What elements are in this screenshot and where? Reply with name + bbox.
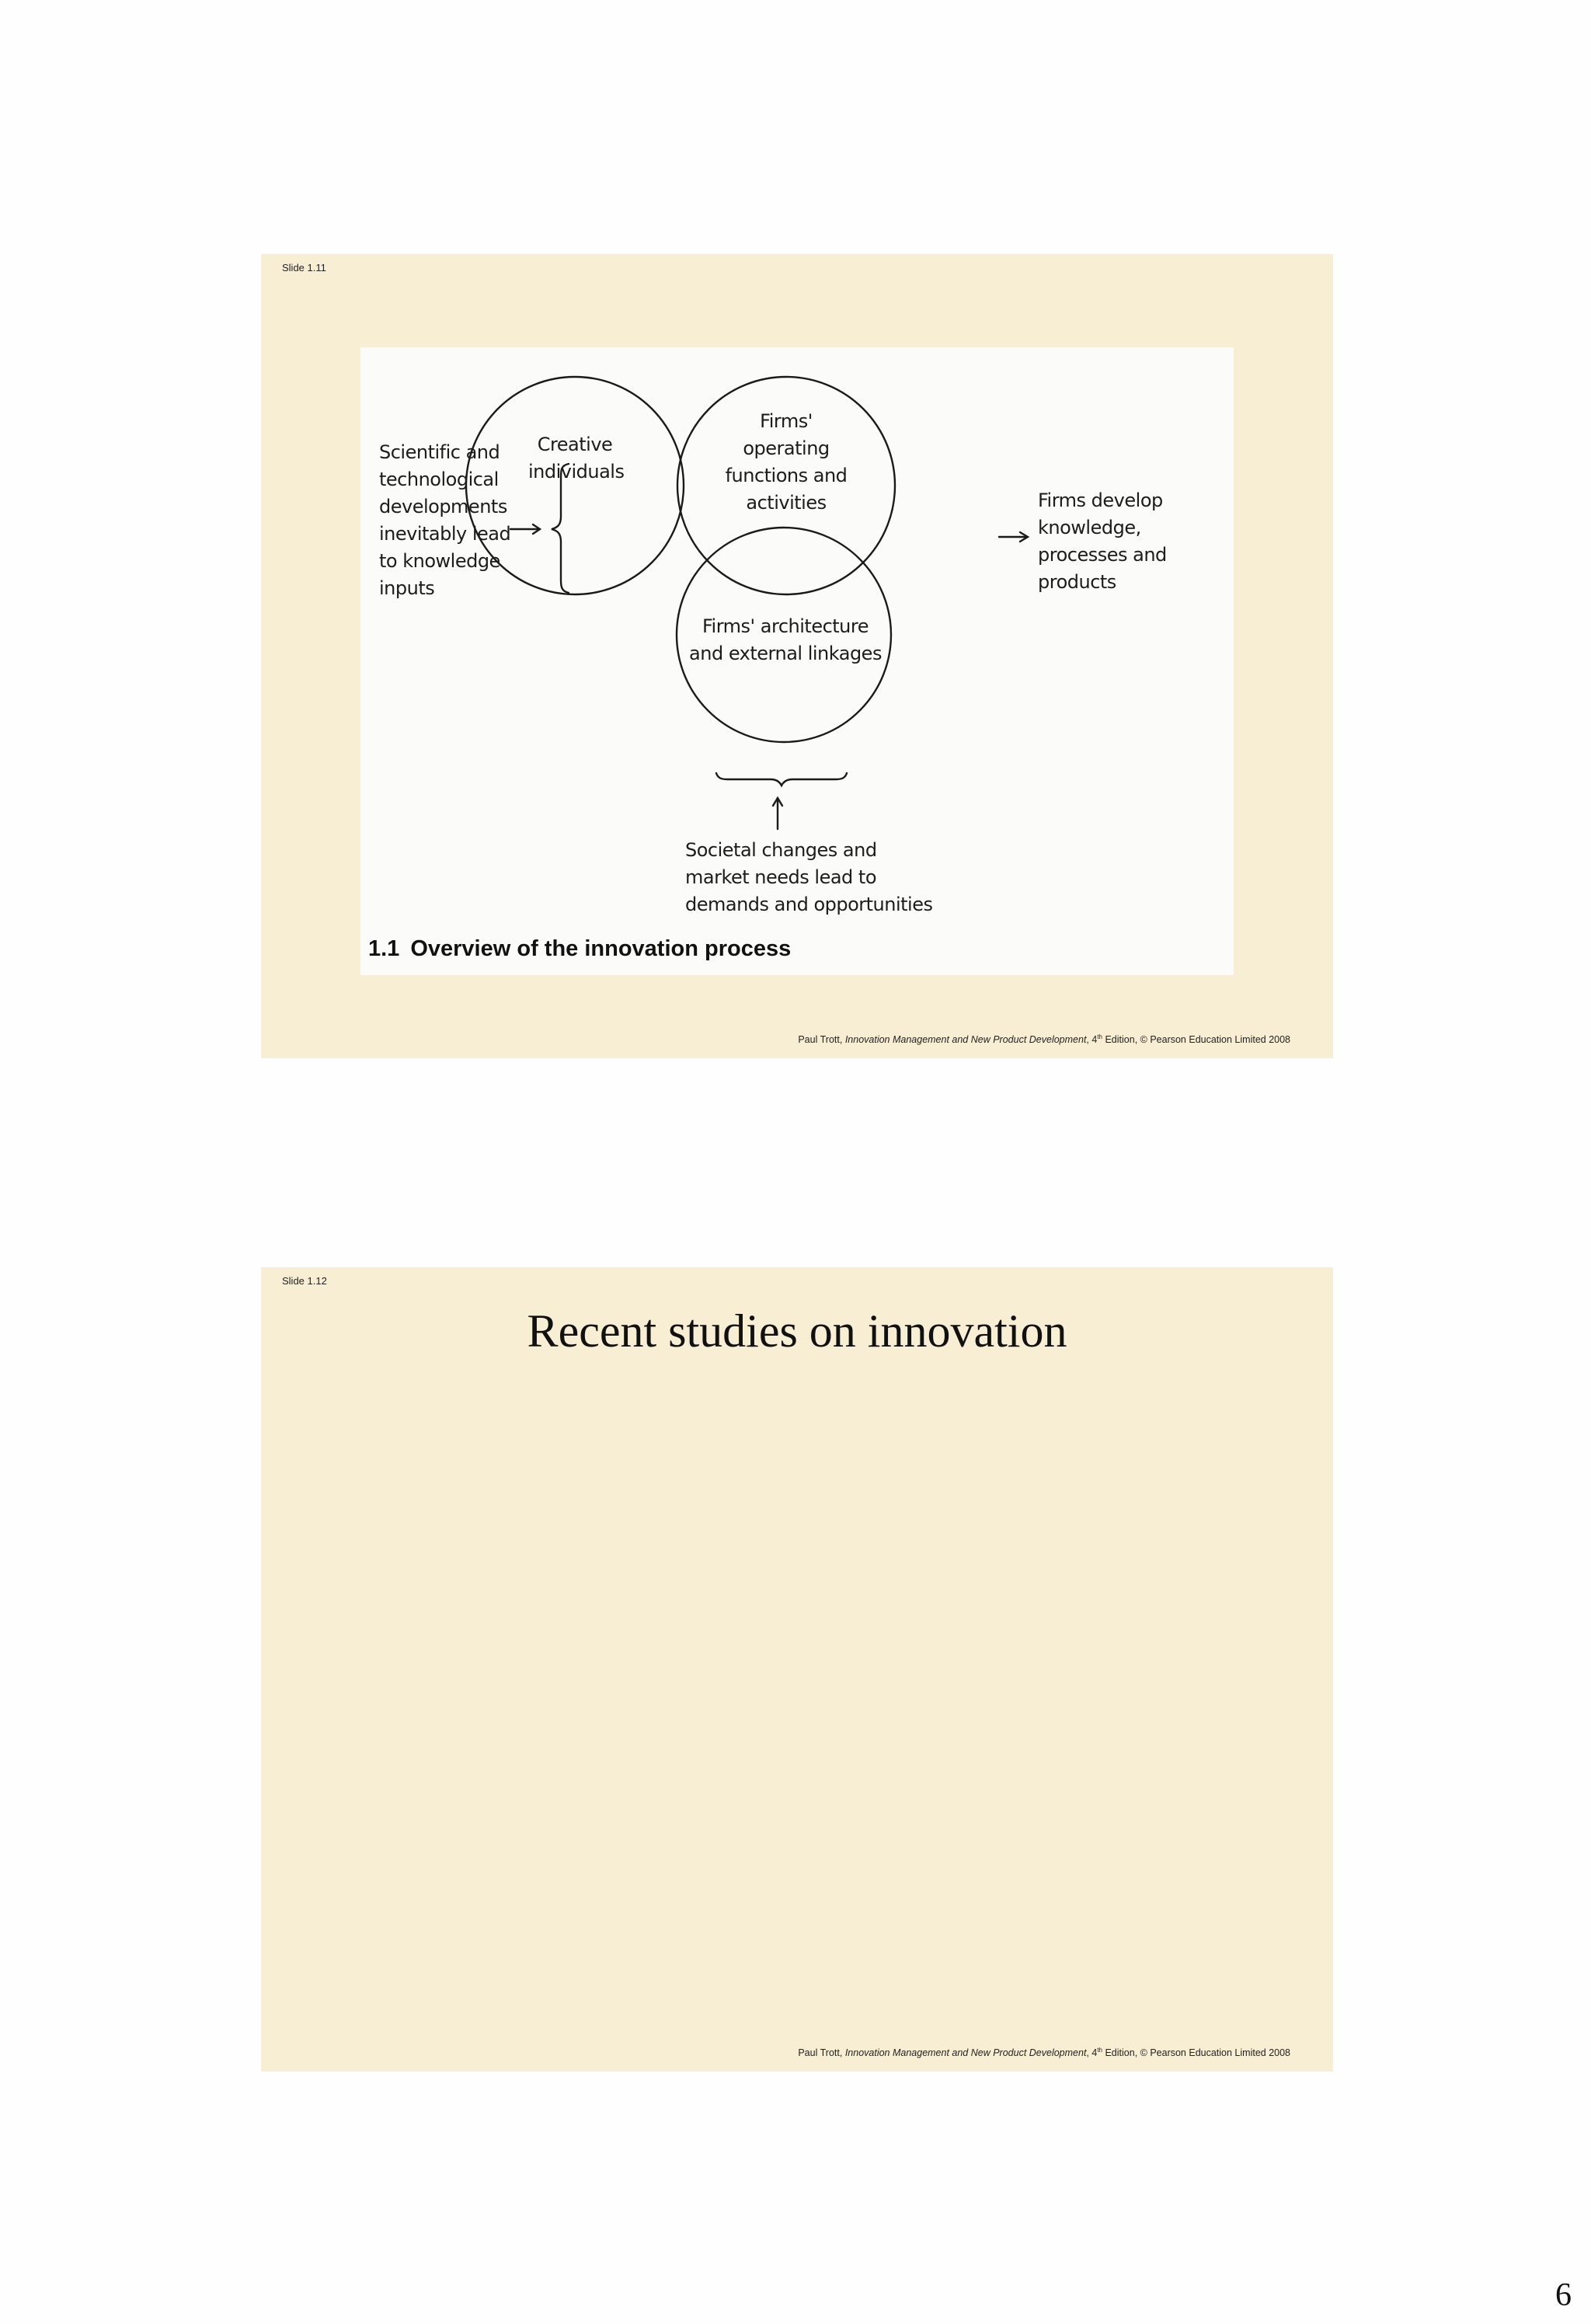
bottom-curly-brace <box>716 773 847 786</box>
slide-footer: Paul Trott, Innovation Management and New Product Development, 4th Edition, © Pearson Education Limited 2008 <box>798 2047 1290 2058</box>
operating-functions-label: Firms' operating functions and activities <box>725 410 848 514</box>
slide-title: Recent studies on innovation <box>527 1305 1067 1357</box>
innovation-process-figure <box>360 347 1234 975</box>
societal-changes-text: Societal changes and market needs lead to demands and opportunities <box>685 839 933 915</box>
figure-number: 1.1 <box>368 936 400 961</box>
slide-number: Slide 1.11 <box>282 262 326 274</box>
architecture-linkages-label: Firms' architecture and external linkages <box>689 615 882 664</box>
knowledge-inputs-text: Scientific and technological developments inevitably lead to knowledge inputs <box>379 441 511 599</box>
slide-footer: Paul Trott, Innovation Management and New Product Development, 4th Edition, © Pearson Education Limited 2008 <box>798 1033 1290 1045</box>
page-number: 6 <box>1555 2277 1572 2313</box>
firms-develop-text: Firms develop knowledge, processes and products <box>1038 490 1167 593</box>
figure-title: Overview of the innovation process <box>410 936 792 961</box>
slide-1-12 <box>261 1267 1333 2071</box>
figure-caption <box>368 936 791 962</box>
creative-individuals-label: Creative individuals <box>528 434 625 483</box>
slide-1-11 <box>261 254 1333 1058</box>
slide-number: Slide 1.12 <box>282 1275 327 1287</box>
